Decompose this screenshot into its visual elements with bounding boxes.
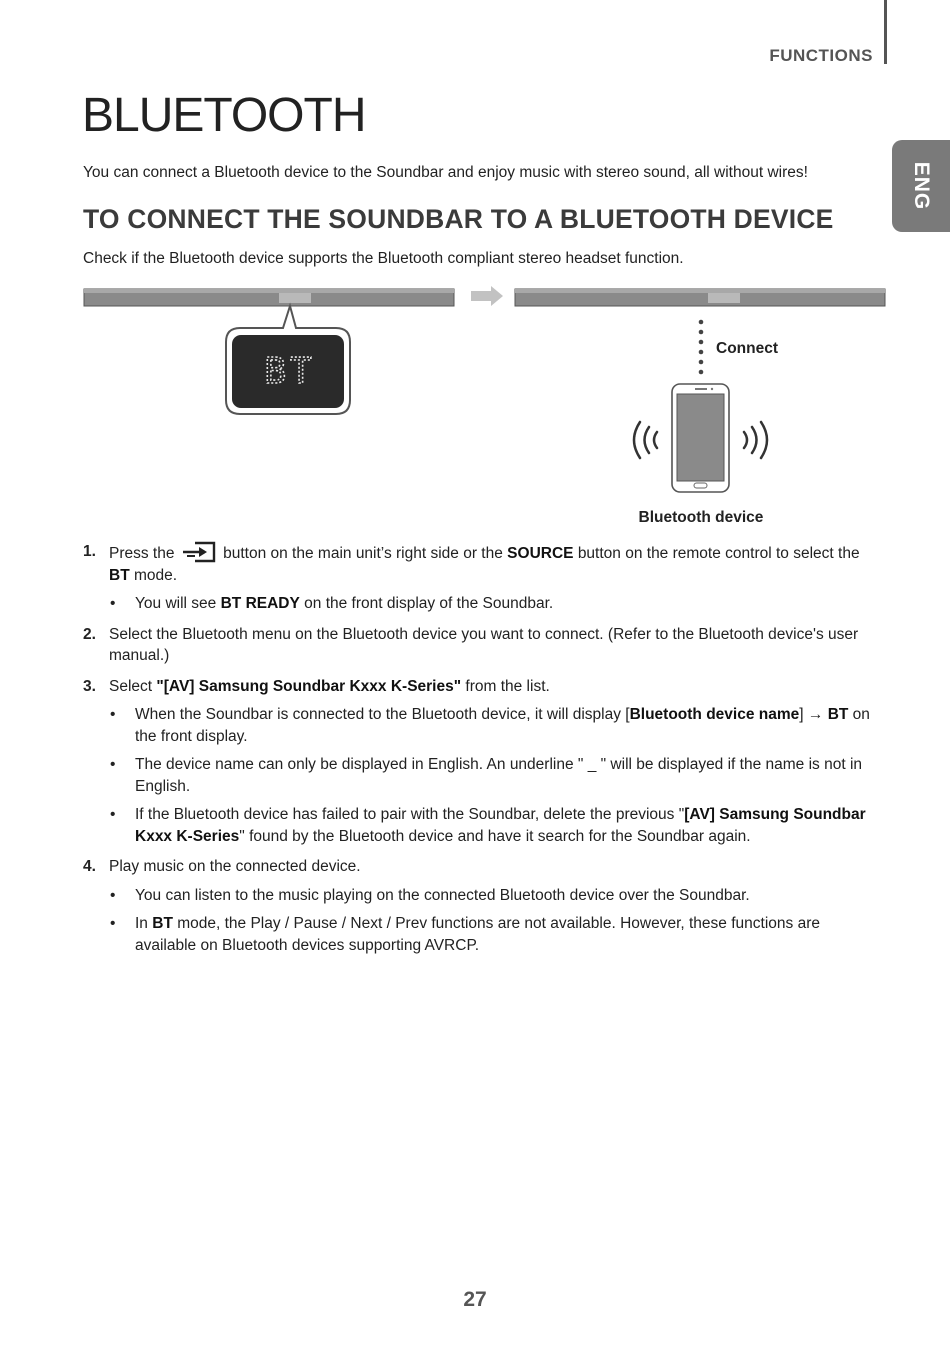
step-text: Play music on the connected device. — [109, 858, 361, 875]
soundbar-right — [515, 289, 885, 306]
language-tab — [892, 140, 950, 232]
bullet-dot: • — [110, 915, 116, 932]
bullet-item: • You can listen to the music playing on the connected Bluetooth device over the Soundbar. — [109, 885, 883, 907]
smartphone-icon — [672, 384, 729, 492]
soundbar-left — [84, 289, 454, 306]
connection-dots — [699, 320, 704, 375]
bullet-dot: • — [110, 706, 116, 723]
front-display-callout — [226, 306, 350, 414]
step-number: 1. — [83, 543, 96, 560]
bullet-item: • In BT mode, the Play / Pause / Next / Prev functions are not available. However, these functions are available on Bluetooth devices supporting AVRCP. — [110, 915, 820, 954]
bullet-item: • You will see BT READY on the front display of the Soundbar. — [109, 593, 883, 615]
step-number: 3. — [83, 677, 96, 695]
display-text: BT — [264, 351, 316, 392]
step-2 — [83, 624, 883, 667]
bullet-dot: • — [110, 886, 116, 904]
arrow-right-icon — [471, 286, 503, 306]
step-number: 2. — [83, 625, 96, 643]
bullet-item: • If the Bluetooth device has failed to pair with the Soundbar, delete the previous "[AV] Samsung Soundbar Kxxx K-Series" found by the Bluetooth device and have it search for the Soundbar again. — [110, 806, 866, 845]
step-4 — [83, 856, 883, 956]
connect-label: Connect — [716, 340, 778, 357]
source-button-icon — [181, 541, 217, 563]
step-3 — [83, 676, 883, 848]
bullet-dot: • — [110, 806, 116, 823]
bullet-item: • When the Soundbar is connected to the Bluetooth device, it will display [Bluetooth device name] → BT on the front display. — [110, 706, 870, 745]
section-label: FUNCTIONS — [769, 46, 873, 65]
check-text: Check if the Bluetooth device supports the Bluetooth compliant stereo headset function. — [83, 250, 684, 267]
bullet-dot: • — [110, 595, 116, 612]
step-text: Press the button on the main unit’s right side or the SOURCE button on the remote control to select the BT mode. — [109, 545, 860, 584]
step-text: Select the Bluetooth menu on the Bluetooth device you want to connect. (Refer to the Bluetooth device's user manual.) — [109, 625, 859, 664]
language-tab-label: ENG — [910, 161, 933, 211]
step-1 — [83, 541, 883, 615]
page-title: BLUETOOTH — [82, 89, 366, 142]
steps-list — [83, 541, 883, 965]
bullet-dot: • — [110, 756, 116, 773]
connection-illustration — [0, 280, 950, 530]
header-rule — [884, 0, 887, 64]
intro-text: You can connect a Bluetooth device to the Soundbar and enjoy music with stereo sound, all without wires! — [83, 164, 808, 181]
bluetooth-device-label: Bluetooth device — [638, 509, 764, 526]
step-text: Select "[AV] Samsung Soundbar Kxxx K-Series" from the list. — [109, 677, 550, 695]
page-number: 27 — [463, 1288, 487, 1311]
bullet-item: • The device name can only be displayed in English. An underline " _ " will be displayed if the name is not in English. — [110, 756, 863, 795]
step-number: 4. — [83, 858, 96, 875]
section-title: TO CONNECT THE SOUNDBAR TO A BLUETOOTH DEVICE — [83, 204, 834, 234]
